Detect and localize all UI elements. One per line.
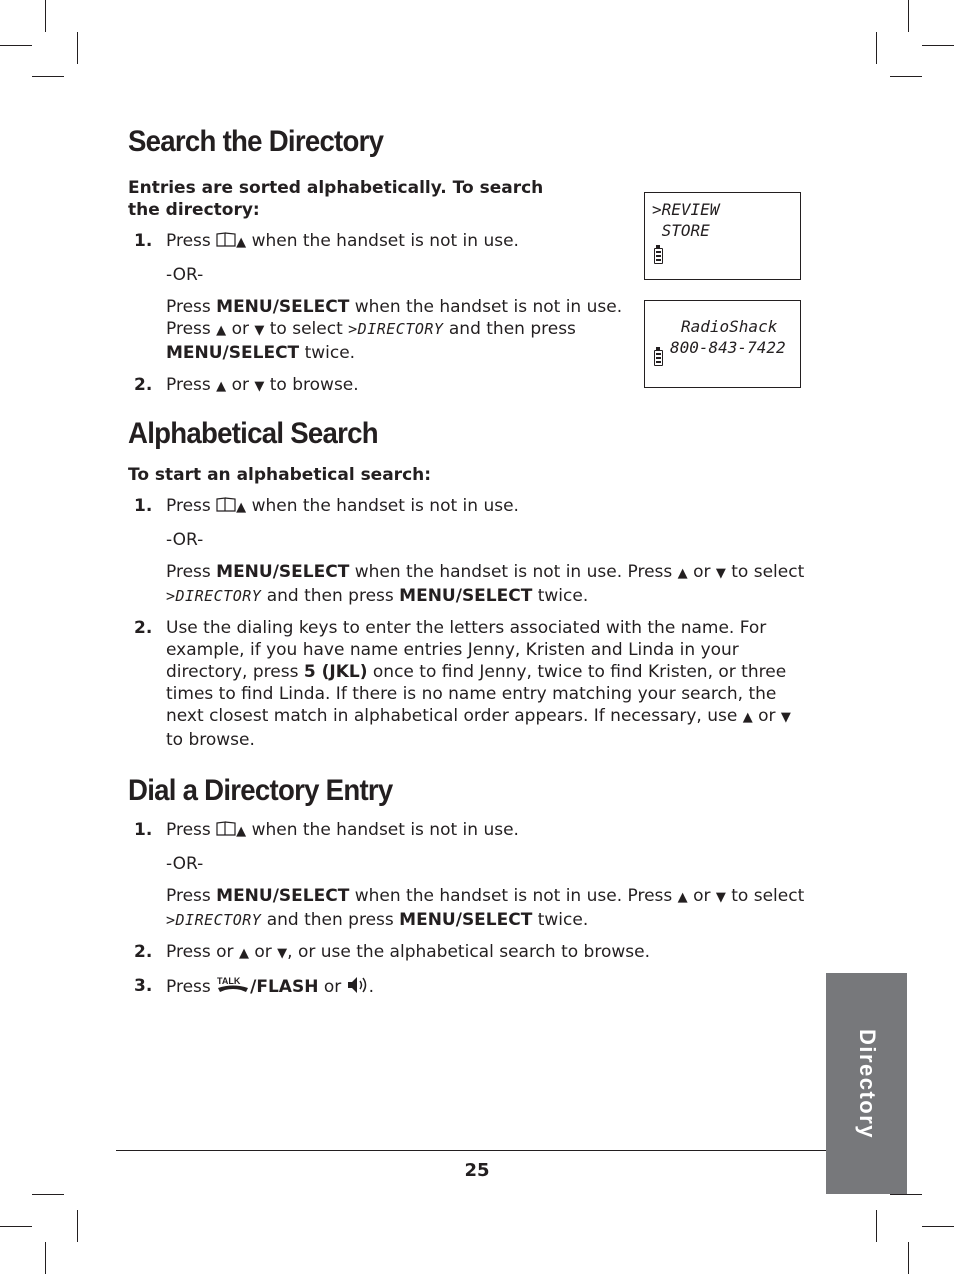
menu-select-key: MENU/SELECT (399, 586, 533, 606)
step-text: Press (166, 820, 211, 840)
step-text: Press (166, 562, 211, 582)
crop-mark (0, 1226, 32, 1227)
book-icon (216, 232, 236, 247)
lcd-entry-number: 800-843-7422 (670, 338, 786, 357)
section-lead-search: Entries are sorted alphabetically. To search the directory: (128, 178, 544, 220)
step-item (128, 495, 808, 607)
talk-icon-label: TALK (217, 976, 241, 986)
down-arrow-icon: ▼ (254, 323, 265, 338)
key-5-jkl: 5 (JKL) (303, 662, 368, 682)
lcd-directory-label: >DIRECTORY (166, 587, 262, 605)
crop-mark (876, 1210, 877, 1242)
step-number: 2. (134, 618, 153, 638)
up-arrow-icon: ▲ (216, 323, 227, 338)
lcd-entry-name: RadioShack (681, 317, 778, 336)
down-arrow-icon: ▼ (715, 890, 726, 905)
side-tab-label: Directory (854, 1028, 880, 1139)
up-arrow-icon: ▲ (236, 824, 247, 839)
step-text: when the handset is not in use. (251, 496, 519, 516)
step-text: Press (166, 886, 211, 906)
step-text: . (368, 977, 375, 997)
down-arrow-icon: ▼ (780, 710, 791, 725)
step-text: , or use the alphabetical search to browse. (287, 942, 650, 962)
step-item (128, 819, 808, 931)
step-number: 1. (134, 496, 153, 516)
step-text: to browse. (166, 730, 255, 750)
step-item (128, 975, 808, 998)
step-text: and then press (266, 586, 394, 606)
up-arrow-icon: ▲ (742, 710, 753, 725)
crop-mark (908, 1242, 909, 1274)
step-text: or (231, 375, 249, 395)
step-number: 1. (134, 231, 153, 251)
step-text: twice. (304, 343, 356, 363)
side-tab-directory (826, 973, 907, 1194)
step-number: 2. (134, 942, 153, 962)
step-text: to select (731, 562, 805, 582)
footer-rule (116, 1150, 826, 1151)
steps-dial (128, 819, 808, 998)
step-text: or (693, 886, 711, 906)
step-text: or (231, 319, 249, 339)
step-text: Use the dialing keys to enter the letters associated with the name. For example, if you have name entries Jenny, Kristen and Linda in your directory, press (166, 618, 767, 682)
crop-mark (77, 1210, 78, 1242)
step-number: 2. (134, 375, 153, 395)
crop-mark (922, 45, 954, 46)
crop-mark (876, 32, 877, 64)
up-arrow-icon: ▲ (677, 890, 688, 905)
lcd-line-review: >REVIEW (652, 200, 720, 219)
lcd-directory-label: >DIRECTORY (348, 320, 444, 338)
step-text: or (254, 942, 272, 962)
menu-select-key: MENU/SELECT (399, 910, 533, 930)
step-text: when the handset is not in use. Press (354, 886, 673, 906)
or-separator: -OR- (166, 854, 204, 874)
up-arrow-icon: ▲ (216, 379, 227, 394)
step-text: and then press (266, 910, 394, 930)
flash-key: /FLASH (250, 977, 319, 997)
step-text: to browse. (269, 375, 359, 395)
step-text: to select (731, 886, 805, 906)
step-text: Press (166, 977, 211, 997)
step-text: Press or (166, 942, 234, 962)
crop-mark (45, 1242, 46, 1274)
step-item (128, 941, 808, 965)
crop-mark (890, 76, 922, 77)
step-text: when the handset is not in use. Press (354, 562, 673, 582)
step-number: 3. (134, 976, 153, 996)
step-text: once to find Jenny, twice to find Kristen, or three times to find Linda. If there is no name entry matching your search, the next closest match in alphabetical order appears. If necessary, use (166, 662, 787, 726)
section-title-dial: Dial a Directory Entry (128, 774, 393, 807)
talk-icon (216, 976, 250, 994)
steps-alpha (128, 495, 808, 751)
down-arrow-icon: ▼ (254, 379, 265, 394)
crop-mark (32, 1194, 64, 1195)
step-text: when the handset is not in use. (251, 231, 519, 251)
lcd-line-store: STORE (652, 221, 710, 240)
crop-mark (890, 1194, 922, 1195)
section-title-alpha: Alphabetical Search (128, 417, 378, 450)
section-lead-alpha: To start an alphabetical search: (128, 465, 432, 485)
book-icon (216, 821, 236, 836)
section-title-search: Search the Directory (128, 125, 384, 158)
menu-select-key: MENU/SELECT (216, 562, 350, 582)
step-text: to select (269, 319, 343, 339)
speaker-icon (347, 975, 369, 995)
crop-mark (32, 76, 64, 77)
page-number: 25 (464, 1160, 490, 1181)
crop-mark (922, 1226, 954, 1227)
up-arrow-icon: ▲ (236, 235, 247, 250)
step-number: 1. (134, 820, 153, 840)
up-arrow-icon: ▲ (236, 500, 247, 515)
down-arrow-icon: ▼ (277, 946, 288, 961)
step-item (128, 374, 633, 398)
menu-select-key: MENU/SELECT (216, 297, 350, 317)
steps-search (128, 230, 633, 398)
up-arrow-icon: ▲ (238, 946, 249, 961)
down-arrow-icon: ▼ (715, 566, 726, 581)
up-arrow-icon: ▲ (677, 566, 688, 581)
menu-select-key: MENU/SELECT (166, 343, 300, 363)
step-text: or (323, 977, 342, 997)
step-text: twice. (537, 586, 589, 606)
lcd-directory-label: >DIRECTORY (166, 911, 262, 929)
crop-mark (45, 0, 46, 32)
crop-mark (908, 0, 909, 32)
step-text: and then press (448, 319, 576, 339)
step-text: Press (166, 496, 211, 516)
step-text: Press (166, 297, 211, 317)
step-text: or (758, 706, 776, 726)
crop-mark (0, 45, 32, 46)
step-text: when the handset is not in use. Press (166, 297, 623, 339)
or-separator: -OR- (166, 530, 204, 550)
or-separator: -OR- (166, 265, 204, 285)
step-item (128, 230, 633, 364)
step-text: Press (166, 231, 211, 251)
step-text: or (693, 562, 711, 582)
book-icon (216, 497, 236, 512)
step-text: Press (166, 375, 211, 395)
step-text: twice. (537, 910, 589, 930)
step-text: when the handset is not in use. (251, 820, 519, 840)
step-item (128, 617, 808, 751)
page-content (128, 124, 808, 998)
crop-mark (77, 32, 78, 64)
menu-select-key: MENU/SELECT (216, 886, 350, 906)
